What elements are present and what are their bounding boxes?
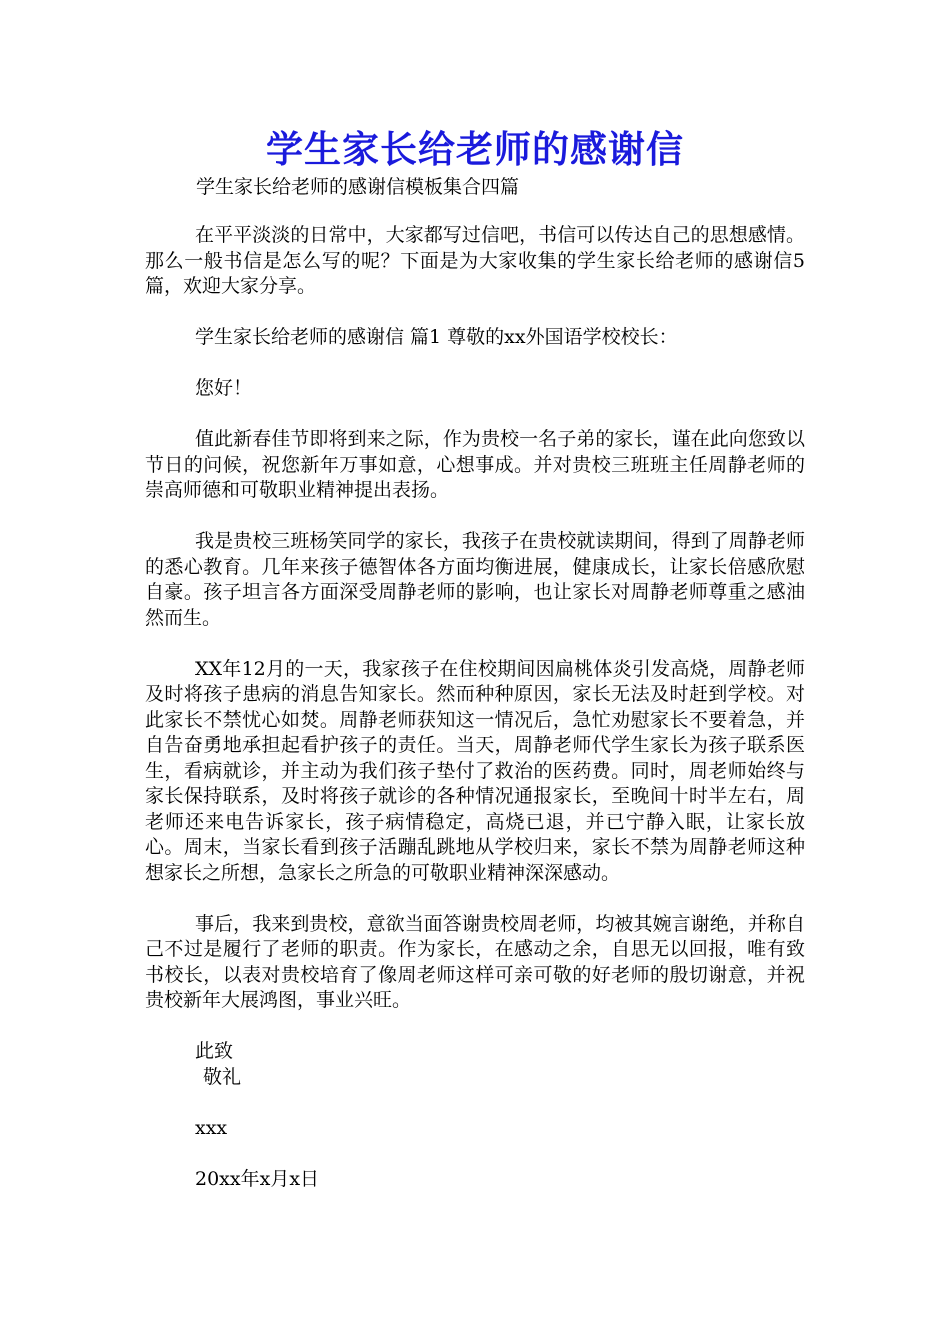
document-title: 学生家长给老师的感谢信 (266, 127, 684, 171)
greeting-paragraph: 您好！ (195, 377, 253, 399)
closing-line: 此致 (195, 1040, 234, 1062)
body-paragraph: XX年12月的一天，我家孩子在住校期间因扁桃体炎引发高烧，周静老师及时将孩子患病的消息告知家长。然而种种原因，家长无法及时赶到学校。对此家长不禁忧心如焚。周静老师获知这一情况后，急忙劝慰家长不要着急，并自告奋勇地承担起看护孩子的责任。当天，周静老师代学生家长为孩子联系医生，看病就诊，并主动为我们孩子垫付了救治的医药费。同时，周老师始终与家长保持联系，及时将孩子就诊的各种情况通报家长，至晚间十时半左右，周老师还来电告诉家长，孩子病情稳定，高烧已退，并已宁静入眠，让家长放心。周末，当家长看到孩子活蹦乱跳地从学校归来，家长不禁为周静老师这种想家长之所想，急家长之所急的可敬职业精神深深感动。 (145, 657, 805, 884)
body-paragraph: 值此新春佳节即将到来之际，作为贵校一名子弟的家长，谨在此向您致以节日的问候，祝您新年万事如意，心想事成。并对贵校三班班主任周静老师的崇高师德和可敬职业精神提出表扬。 (145, 428, 805, 501)
intro-paragraph: 在平平淡淡的日常中，大家都写过信吧，书信可以传达自己的思想感情。那么一般书信是怎么写的呢？下面是为大家收集的学生家长给老师的感谢信5篇，欢迎大家分享。 (145, 224, 805, 297)
closing-salute: 敬礼 (203, 1065, 242, 1088)
body-paragraph: 我是贵校三班杨笑同学的家长，我孩子在贵校就读期间，得到了周静老师的悉心教育。几年来孩子德智体各方面均衡进展，健康成长，让家长倍感欣慰自豪。孩子坦言各方面深受周静老师的影响，也让家长对周静老师尊重之感油然而生。 (145, 530, 805, 629)
letter-date: 20xx年x月x日 (195, 1167, 320, 1190)
letter-body (145, 223, 805, 1218)
signature: xxx (195, 1116, 228, 1139)
body-paragraph: 事后，我来到贵校，意欲当面答谢贵校周老师，均被其婉言谢绝，并称自己不过是履行了老师的职责。作为家长，在感动之余，自思无以回报，唯有致书校长，以表对贵校培育了像周老师这样可亲可敬的好老师的殷切谢意，并祝贵校新年大展鸿图，事业兴旺。 (145, 912, 805, 1011)
letter-heading-paragraph: 学生家长给老师的感谢信 篇1 尊敬的xx外国语学校校长： (195, 326, 678, 348)
document-subtitle: 学生家长给老师的感谢信模板集合四篇 (196, 176, 520, 198)
